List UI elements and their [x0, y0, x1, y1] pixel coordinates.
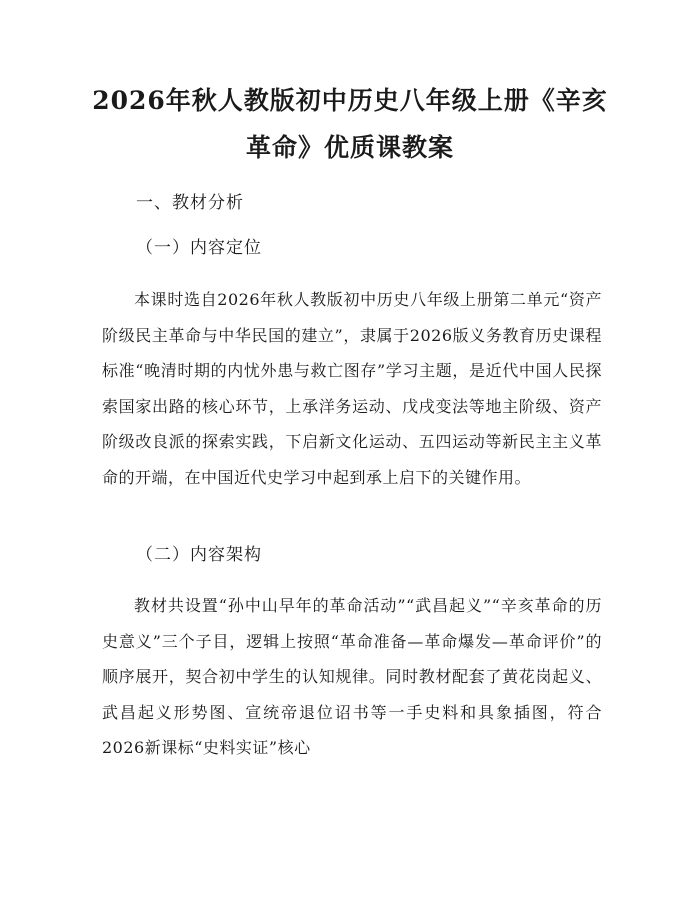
paragraph-content-structure: 教材共设置“孙中山早年的革命活动”“武昌起义”“辛亥革命的历史意义”三个子目，逻辑上按照“革命准备—革命爆发—革命评价”的顺序展开，契合初中学生的认知规律。同时教材配套了黄花岗起义、武昌起义形势图、宣统帝退位诏书等一手史料和具象插图，符合2026新课标“史料实证”核心 [102, 596, 602, 757]
section-heading-textbook-analysis: 一、教材分析 [136, 193, 244, 213]
document-title-line2: 革命》优质课教案 [245, 133, 454, 162]
subsection-heading-content-positioning: （一）内容定位 [136, 238, 262, 258]
document-title-line1: 2026年秋人教版初中历史八年级上册《辛亥 [92, 86, 608, 115]
subsection-heading-content-structure: （二）内容架构 [136, 545, 262, 565]
paragraph-content-positioning: 本课时选自2026年秋人教版初中历史八年级上册第二单元“资产阶级民主革命与中华民国的建立”，隶属于2026版义务教育历史课程标准“晚清时期的内忧外患与救亡图存”学习主题，是近代中国人民探索国家出路的核心环节，上承洋务运动、戊戌变法等地主阶级、资产阶级改良派的探索实践，下启新文化运动、五四运动等新民主主义革命的开端，在中国近代史学习中起到承上启下的关键作用。 [102, 290, 602, 487]
